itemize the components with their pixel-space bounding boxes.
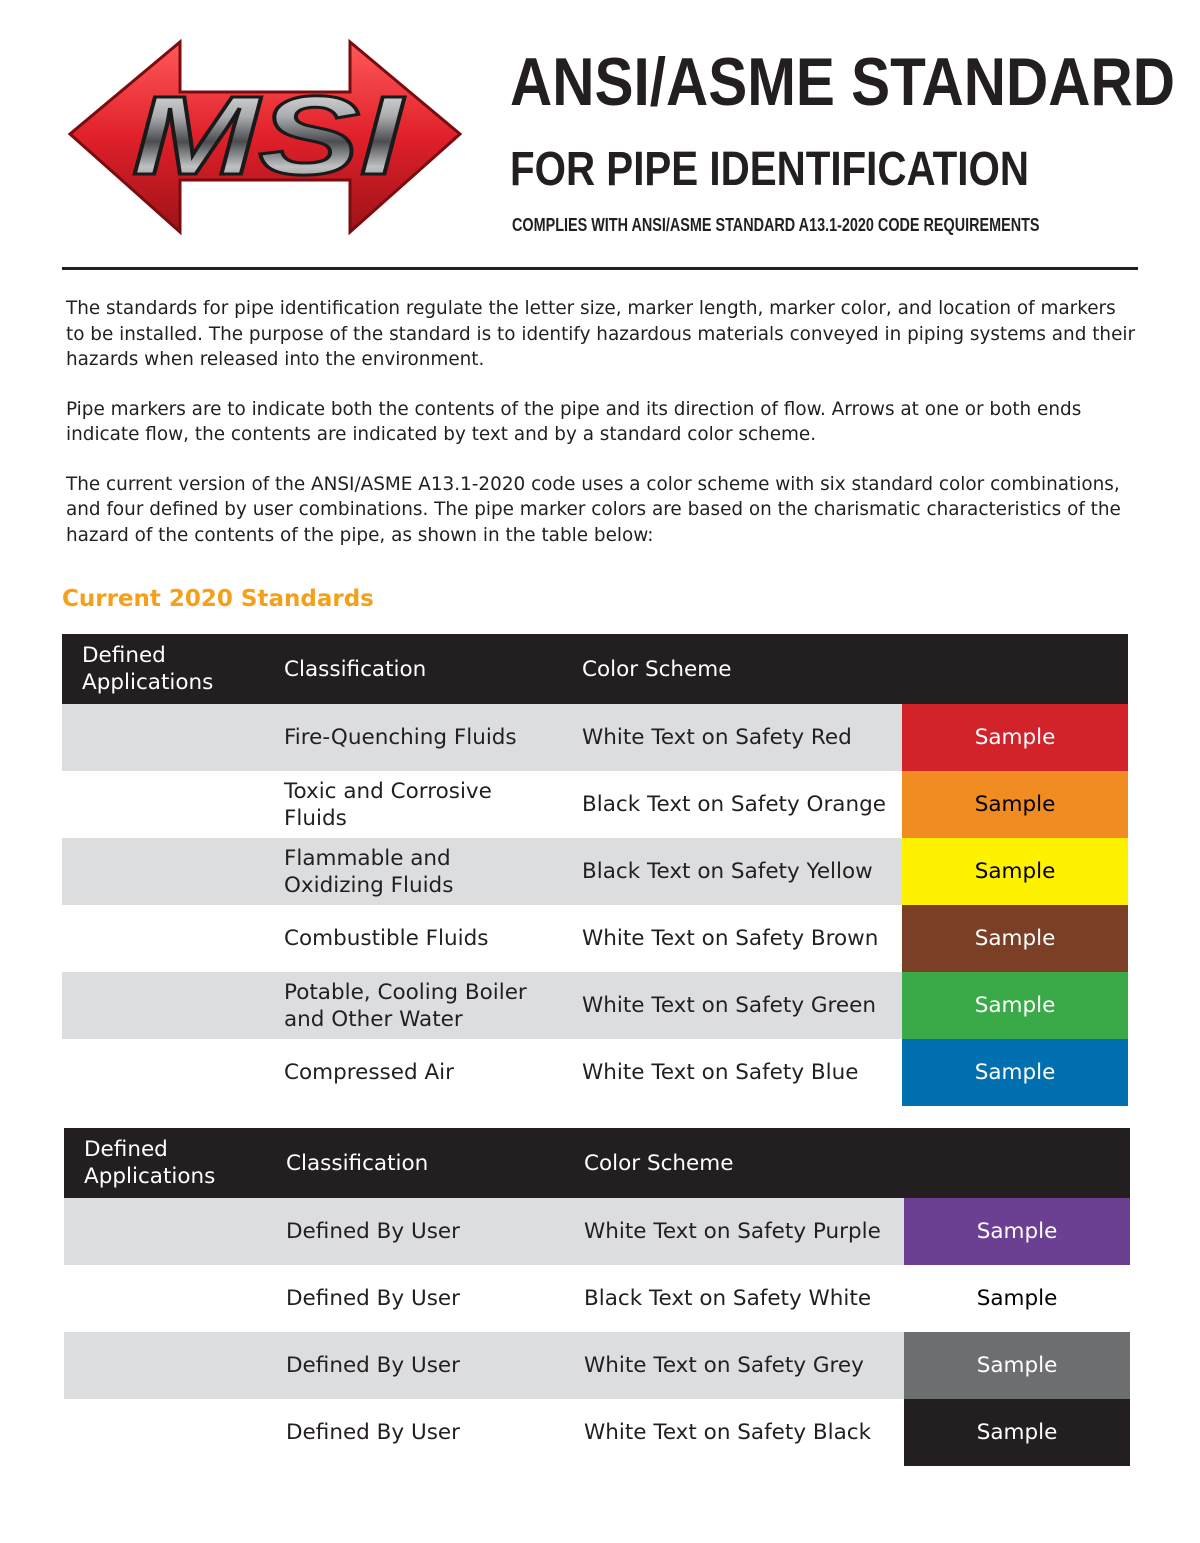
color-sample-swatch: Sample <box>902 771 1128 838</box>
user-defined-colors-table <box>64 1128 1130 1466</box>
header-applications: Defined Applications <box>84 1137 216 1189</box>
cell-application <box>84 1265 274 1332</box>
color-sample-swatch: Sample <box>902 905 1128 972</box>
table-row <box>62 972 1128 1039</box>
cell-application <box>82 771 272 838</box>
cell-application <box>84 1399 274 1466</box>
table-row <box>62 838 1128 905</box>
table-row <box>64 1265 1130 1332</box>
table-header <box>64 1128 1130 1198</box>
table-row <box>64 1332 1130 1399</box>
table-row <box>64 1399 1130 1466</box>
cell-color-scheme: White Text on Safety Brown <box>582 926 879 951</box>
color-sample-swatch: Sample <box>902 838 1128 905</box>
page-subtitle: FOR PIPE IDENTIFICATION <box>510 143 1029 196</box>
color-sample-swatch: Sample <box>904 1198 1130 1265</box>
cell-classification: Defined By User <box>286 1353 460 1378</box>
cell-color-scheme: Black Text on Safety Yellow <box>582 859 873 884</box>
table-row <box>62 771 1128 838</box>
cell-application <box>84 1332 274 1399</box>
page-title: ANSI/ASME STANDARD <box>510 44 1175 120</box>
table-row <box>62 1039 1128 1106</box>
cell-color-scheme: White Text on Safety Green <box>582 993 876 1018</box>
table-row <box>64 1198 1130 1265</box>
color-sample-swatch: Sample <box>902 1039 1128 1106</box>
header-applications: Defined Applications <box>82 643 214 695</box>
table-header <box>62 634 1128 704</box>
cell-application <box>82 704 272 771</box>
cell-classification: Compressed Air <box>284 1060 454 1085</box>
section-title: Current 2020 Standards <box>62 586 374 612</box>
header-divider <box>62 267 1138 270</box>
cell-application <box>82 838 272 905</box>
color-sample-swatch: Sample <box>904 1332 1130 1399</box>
cell-classification: Defined By User <box>286 1286 460 1311</box>
cell-classification: Potable, Cooling Boiler and Other Water <box>284 979 527 1032</box>
table-row <box>62 704 1128 771</box>
cell-color-scheme: White Text on Safety Purple <box>584 1219 881 1244</box>
cell-application <box>82 905 272 972</box>
cell-classification: Toxic and Corrosive Fluids <box>284 778 492 831</box>
header-color-scheme: Color Scheme <box>584 1150 734 1176</box>
intro-paragraph-1: The standards for pipe identification regulate the letter size, marker length, marker color, and location of markers to be installed. The purpose of the standard is to identify hazardous materials conveyed in piping systems and their hazards when released into the environment. <box>66 298 1136 370</box>
logo-text: MSI <box>132 73 406 198</box>
cell-classification: Flammable and Oxidizing Fluids <box>284 845 454 898</box>
cell-application <box>82 972 272 1039</box>
table-row <box>62 905 1128 972</box>
intro-paragraph-2: Pipe markers are to indicate both the contents of the pipe and its direction of flow. Arrows at one or both ends indicate flow, the contents are indicated by text and by a standard color scheme. <box>66 398 1082 445</box>
cell-classification: Combustible Fluids <box>284 926 489 951</box>
cell-classification: Defined By User <box>286 1420 460 1445</box>
cell-color-scheme: Black Text on Safety White <box>584 1286 872 1311</box>
cell-color-scheme: Black Text on Safety Orange <box>582 792 886 817</box>
intro-paragraph-3: The current version of the ANSI/ASME A13.1-2020 code uses a color scheme with six standard color combinations, and four defined by user combinations. The pipe marker colors are based on the charismatic characteristics of the hazard of the contents of the pipe, as shown in the table below: <box>66 473 1121 546</box>
cell-classification: Defined By User <box>286 1219 460 1244</box>
cell-application <box>82 1039 272 1106</box>
header-classification: Classification <box>286 1150 429 1176</box>
cell-color-scheme: White Text on Safety Red <box>582 725 852 750</box>
cell-classification: Fire-Quenching Fluids <box>284 725 517 750</box>
intro-text <box>66 296 1138 572</box>
cell-application <box>84 1198 274 1265</box>
msi-logo <box>62 34 468 246</box>
color-sample-swatch: Sample <box>904 1399 1130 1466</box>
header-color-scheme: Color Scheme <box>582 656 732 682</box>
compliance-note: COMPLIES WITH ANSI/ASME STANDARD A13.1-2020 CODE REQUIREMENTS <box>512 215 1040 235</box>
color-sample-swatch: Sample <box>902 704 1128 771</box>
standard-colors-table <box>62 634 1128 1106</box>
cell-color-scheme: White Text on Safety Blue <box>582 1060 859 1085</box>
cell-color-scheme: White Text on Safety Grey <box>584 1353 864 1378</box>
header-classification: Classification <box>284 656 427 682</box>
color-sample-swatch: Sample <box>904 1265 1130 1332</box>
color-sample-swatch: Sample <box>902 972 1128 1039</box>
cell-color-scheme: White Text on Safety Black <box>584 1420 872 1445</box>
